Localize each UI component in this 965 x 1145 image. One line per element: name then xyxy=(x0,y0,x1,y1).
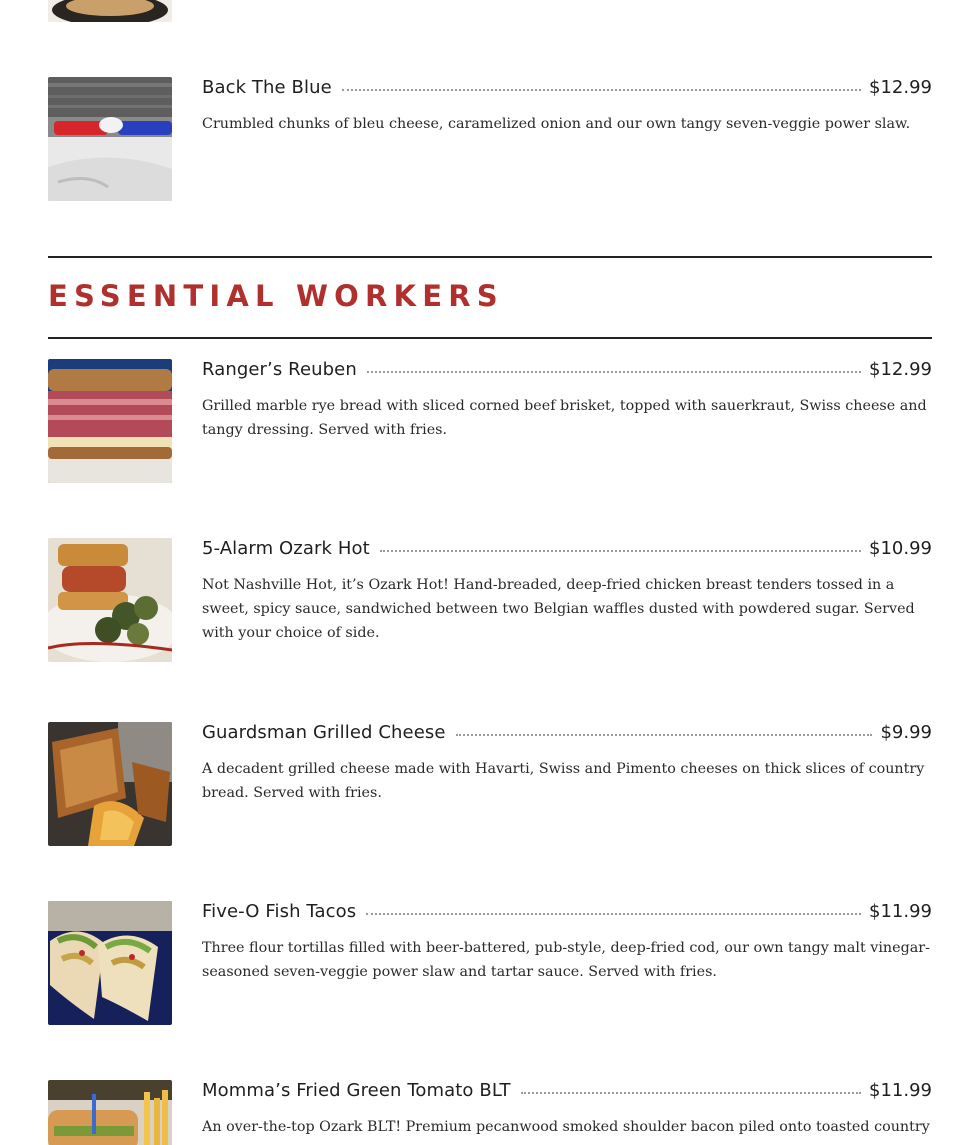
item-photo[interactable] xyxy=(48,77,172,201)
section-divider-top xyxy=(48,256,932,258)
item-price: $9.99 xyxy=(880,722,932,743)
menu-item xyxy=(48,901,932,1025)
item-info xyxy=(202,901,932,984)
item-name[interactable]: Guardsman Grilled Cheese xyxy=(202,722,446,743)
item-photo[interactable] xyxy=(48,901,172,1025)
dotted-leader xyxy=(380,544,861,552)
item-name[interactable]: 5-Alarm Ozark Hot xyxy=(202,538,370,559)
item-info xyxy=(202,359,932,442)
item-photo[interactable] xyxy=(48,538,172,662)
item-photo[interactable] xyxy=(48,722,172,846)
item-name[interactable]: Momma’s Fried Green Tomato BLT xyxy=(202,1080,511,1101)
item-name[interactable]: Back The Blue xyxy=(202,77,332,98)
item-price: $12.99 xyxy=(869,77,932,98)
item-title-row xyxy=(202,901,932,929)
item-description: Grilled marble rye bread with sliced corned beef brisket, topped with sauerkraut, Swiss cheese and tangy dressing. Served with fries. xyxy=(202,398,927,438)
item-name[interactable]: Ranger’s Reuben xyxy=(202,359,357,380)
dotted-leader xyxy=(367,365,861,373)
dotted-leader xyxy=(342,83,861,91)
item-description: Three flour tortillas filled with beer-battered, pub-style, deep-fried cod, our own tangy malt vinegar-seasoned seven-veggie power slaw and tartar sauce. Served with fries. xyxy=(202,940,930,980)
item-description: Not Nashville Hot, it’s Ozark Hot! Hand-breaded, deep-fried chicken breast tenders tossed in a sweet, spicy sauce, sandwiched between two Belgian waffles dusted with powdered sugar. Served with your choice of side. xyxy=(202,577,915,641)
item-info xyxy=(202,1080,932,1139)
dotted-leader xyxy=(366,907,861,915)
item-name[interactable]: Five-O Fish Tacos xyxy=(202,901,357,922)
menu-item xyxy=(48,722,932,846)
item-description: A decadent grilled cheese made with Havarti, Swiss and Pimento cheeses on thick slices of country bread. Served with fries. xyxy=(202,761,925,801)
item-price: $11.99 xyxy=(869,901,932,922)
dotted-leader xyxy=(456,728,873,736)
item-description: Crumbled chunks of bleu cheese, caramelized onion and our own tangy seven-veggie power slaw. xyxy=(202,116,911,132)
item-title-row xyxy=(202,1080,932,1108)
menu-item xyxy=(48,538,932,662)
item-title-row xyxy=(202,538,932,566)
item-photo[interactable] xyxy=(48,359,172,483)
dotted-leader xyxy=(521,1086,861,1094)
item-info xyxy=(202,538,932,645)
menu-item xyxy=(48,77,932,201)
item-photo[interactable] xyxy=(48,1080,172,1145)
menu-item xyxy=(48,1080,932,1145)
item-price: $11.99 xyxy=(869,1080,932,1101)
item-title-row xyxy=(202,722,932,750)
section-title: ESSENTIAL WORKERS xyxy=(48,279,504,313)
item-title-row xyxy=(202,77,932,105)
item-title-row xyxy=(202,359,932,387)
section-divider-bottom xyxy=(48,337,932,339)
menu-item xyxy=(48,359,932,483)
item-price: $10.99 xyxy=(869,538,932,559)
item-description: An over-the-top Ozark BLT! Premium pecanwood smoked shoulder bacon piled onto toasted country xyxy=(202,1119,930,1135)
item-info xyxy=(202,77,932,136)
item-price: $12.99 xyxy=(869,359,932,380)
item-info xyxy=(202,722,932,805)
item-photo-cropped[interactable] xyxy=(48,0,172,22)
